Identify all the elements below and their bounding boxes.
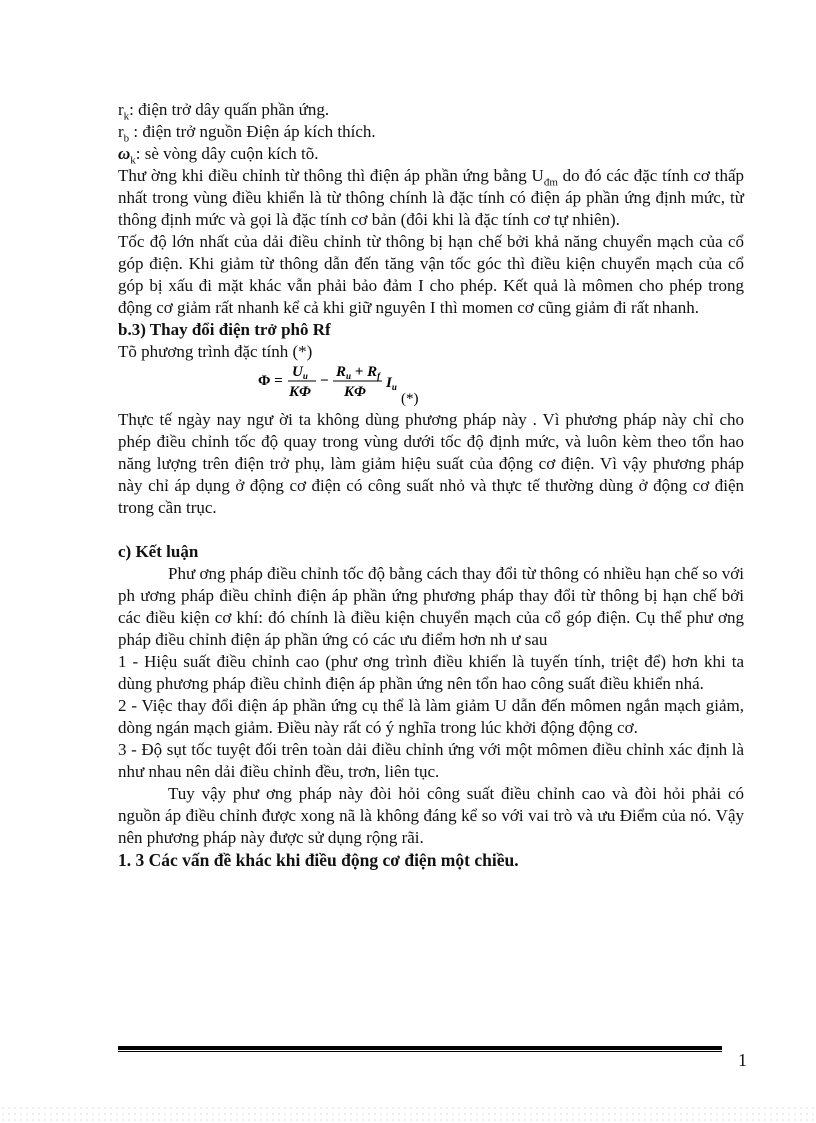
paragraph-2: Tốc độ lớn nhất của dải điều chỉnh từ thông bị hạn chế bởi khả năng chuyển mạch của cổ góp điện. Khi giảm từ thông dẫn đến tăng vận tốc góc thì điều kiện chuyển mạch của cổ góp bị xấu đi mặt khác vẫn phải bảo đảm I cho phép. Kết quả là mômen cho phép trong động cơ giảm rất nhanh kể cả khi giữ nguyên I thì momen cơ cũng giảm đi rất nhanh.: [118, 232, 744, 317]
heading-c: c) Kết luận: [118, 542, 199, 561]
formula-num1: $U_u$: [292, 364, 308, 381]
subscript: k: [130, 154, 136, 167]
definition-rk: [118, 99, 744, 121]
subscript: k: [123, 110, 130, 123]
definition-rb: [118, 121, 744, 143]
formula: [118, 363, 744, 409]
definition-text: : sè vòng dây cuộn kích tõ.: [135, 144, 319, 163]
document-body: [118, 99, 744, 871]
definition-wk: [118, 143, 744, 165]
var-r: r: [118, 100, 124, 119]
paragraph-3: Thực tế ngày nay ngư ời ta không dùng phương pháp này . Vì phương pháp này chỉ cho phép điều chỉnh tốc độ quay trong vùng dưới tốc độ định mức, và luôn kèm theo tổn hao năng lượng trên điện trở phụ, làm giảm hiệu suất của động cơ điện. Vì vậy phương pháp này chỉ áp dụng ở động cơ điện có công suất nhỏ và thực tế thường dùng ở động cơ điện trong cần trục.: [118, 410, 744, 517]
formula-den2: KΦ: [344, 384, 366, 400]
list-item-2: 2 - Việc thay đổi điện áp phần ứng cụ thể là làm giảm U dẫn đến mômen ngắn mạch giảm, dòng ngán mạch giảm. Điều này rất có ý nghĩa trong lúc khởi động động cơ.: [118, 696, 744, 737]
formula-minus: −: [320, 373, 329, 389]
spacer: [118, 519, 744, 541]
footer-rule: [118, 1046, 722, 1052]
formula-label: (*): [401, 391, 419, 407]
formula-num2: $R_u + R_f$: [336, 364, 381, 381]
list-item-3: 3 - Độ sụt tốc tuyệt đối trên toàn dải điều chỉnh ứng với một mômen điều chỉnh xác định là như nhau nên dải điều chỉnh đều, trơn, liên tục.: [118, 740, 744, 781]
paragraph-4: Phư ơng pháp điều chỉnh tốc độ bằng cách thay đổi từ thông có nhiều hạn chế so với ph ương pháp điều chỉnh điện áp phần ứng phương pháp thay đổi từ thông bị hạn chế bởi các điều kiện cơ khí: đó chính là điều kiện chuyển mạch của cổ góp điện. Cụ thể phư ơng pháp điều chỉnh điện áp phần ứng có các ưu điểm hơn nh ư sau: [118, 564, 744, 649]
formula-lhs: Φ =: [258, 373, 283, 389]
text: Thư ờng khi điều chỉnh từ thông thì điện áp phần ứng bằng U: [118, 166, 544, 185]
heading-1-3: 1. 3 Các vấn đề khác khi điều động cơ điện một chiều.: [118, 850, 519, 870]
list-item-1: 1 - Hiệu suất điều chỉnh cao (phư ơng trình điều khiển là tuyến tính, triệt để) hơn khi ta dùng phương pháp điều chỉnh điện áp phần ứng nên tổn hao công suất điều khiển nhá.: [118, 652, 744, 693]
formula-den1: KΦ: [289, 384, 311, 400]
formula-intro: Tõ phương trình đặc tính (*): [118, 342, 313, 361]
page-number: 1: [738, 1050, 747, 1070]
page-edge-dots: [0, 1105, 816, 1123]
var-r: r: [118, 122, 124, 141]
subscript: b: [123, 132, 130, 145]
paragraph-5: Tuy vậy phư ơng pháp này đòi hỏi công suất điều chỉnh cao và đòi hỏi phải có nguồn áp điều chỉnh được xong nã là không đáng kể so với vai trò và ưu Điểm của nó. Vậy nên phương pháp này được sử dụng rộng rãi.: [118, 784, 744, 847]
var-omega: ω: [118, 144, 131, 163]
definition-text: : điện trở dây quấn phần ứng.: [129, 100, 330, 119]
subscript: đm: [543, 176, 558, 189]
formula-tail: $I_u$: [386, 375, 397, 392]
text: do đó các đặc tính cơ thấp nhất trong vùng điều khiển là từ thông chính là đặc tính có điện áp phần ứng định mức, từ thông định mức và gọi là đặc tính cơ bản (đôi khi là đặc tính cơ tự nhiên).: [118, 166, 744, 229]
definition-text: : điện trở nguồn Điện áp kích thích.: [129, 122, 376, 141]
paragraph-1: [118, 165, 744, 231]
heading-b3: b.3) Thay đổi điện trở phô Rf: [118, 320, 331, 339]
formula-graphic: [258, 363, 498, 409]
